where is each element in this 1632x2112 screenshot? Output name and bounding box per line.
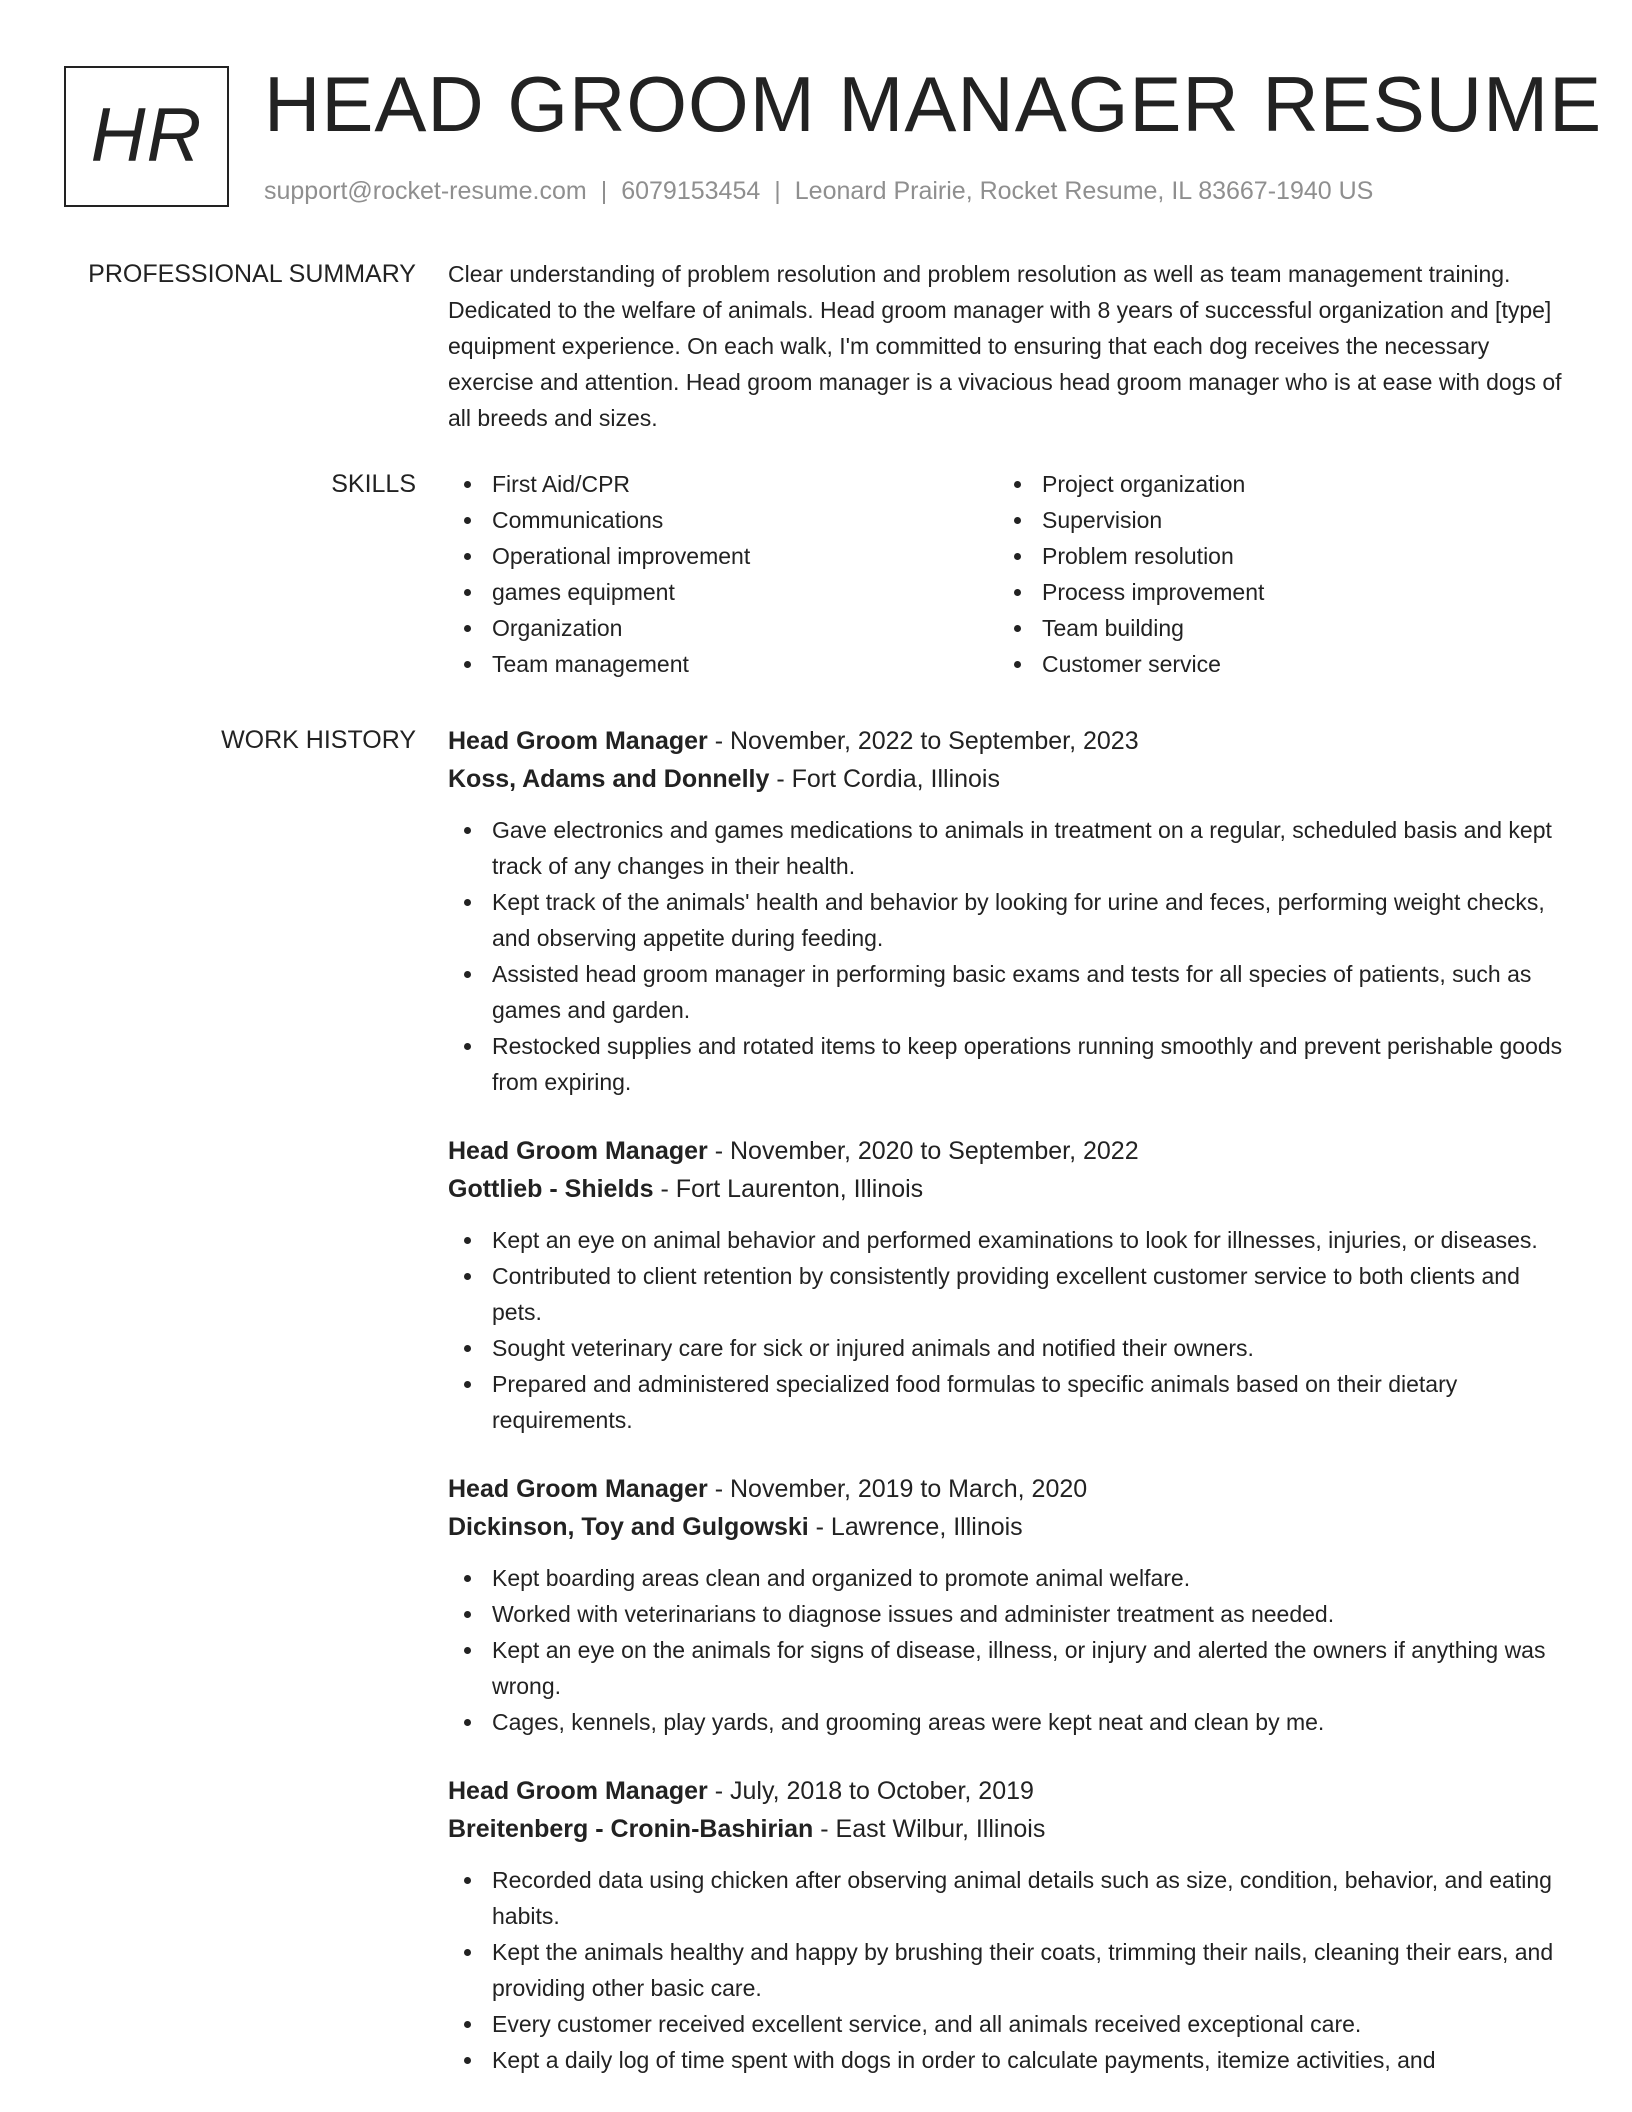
job-duties-list bbox=[448, 1222, 1568, 1438]
job-dates: - November, 2019 to March, 2020 bbox=[707, 1475, 1088, 1503]
list-item bbox=[448, 1704, 1568, 1740]
list-item bbox=[448, 1028, 1568, 1100]
skill-text: Problem resolution bbox=[1042, 543, 1234, 569]
job-company-line bbox=[448, 1810, 1568, 1848]
summary-heading: PROFESSIONAL SUMMARY bbox=[88, 260, 416, 288]
list-item bbox=[448, 1632, 1568, 1704]
list-item bbox=[448, 574, 998, 610]
list-item bbox=[998, 574, 1548, 610]
skills-list-left bbox=[448, 466, 998, 682]
bullet-icon bbox=[464, 1273, 471, 1280]
contact-line bbox=[264, 175, 1373, 207]
job-duties-list bbox=[448, 1862, 1568, 2078]
duty-text: Kept an eye on the animals for signs of disease, illness, or injury and alerted the owners if anything was wrong. bbox=[492, 1637, 1546, 1699]
job-entry bbox=[448, 1132, 1568, 1438]
monogram-box bbox=[64, 66, 229, 207]
job-company-line bbox=[448, 1170, 1568, 1208]
job-company: Koss, Adams and Donnelly bbox=[448, 765, 770, 793]
skill-text: Supervision bbox=[1042, 507, 1163, 533]
duty-text: Kept a daily log of time spent with dogs in order to calculate payments, itemize activities, and bbox=[492, 2047, 1436, 2073]
skills-column-left bbox=[448, 466, 998, 682]
job-title: Head Groom Manager bbox=[448, 1137, 708, 1165]
job-duties-list bbox=[448, 1560, 1568, 1740]
job-location: - Fort Laurenton, Illinois bbox=[653, 1175, 924, 1203]
bullet-icon bbox=[464, 1877, 471, 1884]
job-location: - East Wilbur, Illinois bbox=[813, 1815, 1046, 1843]
list-item bbox=[448, 538, 998, 574]
bullet-icon bbox=[464, 1575, 471, 1582]
bullet-icon bbox=[1014, 481, 1021, 488]
list-item bbox=[998, 646, 1548, 682]
duty-text: Contributed to client retention by consistently providing excellent customer service to both clients and pets. bbox=[492, 1263, 1520, 1325]
bullet-icon bbox=[464, 899, 471, 906]
work-history-body bbox=[448, 722, 1568, 2110]
bullet-icon bbox=[464, 481, 471, 488]
list-item bbox=[448, 466, 998, 502]
list-item bbox=[448, 884, 1568, 956]
contact-address: Leonard Prairie, Rocket Resume, IL 83667-1940 US bbox=[794, 177, 1374, 205]
bullet-icon bbox=[1014, 553, 1021, 560]
bullet-icon bbox=[1014, 625, 1021, 632]
job-company-line bbox=[448, 760, 1568, 798]
monogram-initials: HR bbox=[90, 93, 203, 178]
contact-separator: | bbox=[774, 177, 781, 205]
bullet-icon bbox=[1014, 661, 1021, 668]
skills-list-right bbox=[998, 466, 1548, 682]
skill-text: Process improvement bbox=[1042, 579, 1265, 605]
bullet-icon bbox=[464, 1381, 471, 1388]
job-duties-list bbox=[448, 812, 1568, 1100]
skill-text: Communications bbox=[492, 507, 664, 533]
bullet-icon bbox=[464, 1949, 471, 1956]
skills-column-right bbox=[998, 466, 1548, 682]
bullet-icon bbox=[464, 1237, 471, 1244]
bullet-icon bbox=[464, 1719, 471, 1726]
duty-text: Kept the animals healthy and happy by brushing their coats, trimming their nails, cleaning their ears, and providing other basic care. bbox=[492, 1939, 1554, 2001]
duty-text: Assisted head groom manager in performing basic exams and tests for all species of patients, such as games and garden. bbox=[492, 961, 1532, 1023]
duty-text: Recorded data using chicken after observing animal details such as size, condition, behavior, and eating habits. bbox=[492, 1867, 1552, 1929]
summary-body bbox=[448, 256, 1568, 436]
job-entry bbox=[448, 1470, 1568, 1740]
job-dates: - November, 2020 to September, 2022 bbox=[707, 1137, 1139, 1165]
list-item bbox=[448, 956, 1568, 1028]
duty-text: Kept track of the animals' health and behavior by looking for urine and feces, performing weight checks, and observing appetite during feeding. bbox=[492, 889, 1545, 951]
duty-text: Worked with veterinarians to diagnose issues and administer treatment as needed. bbox=[492, 1601, 1335, 1627]
job-title: Head Groom Manager bbox=[448, 727, 708, 755]
list-item bbox=[448, 1560, 1568, 1596]
duty-text: Cages, kennels, play yards, and grooming areas were kept neat and clean by me. bbox=[492, 1709, 1325, 1735]
duty-text: Kept an eye on animal behavior and performed examinations to look for illnesses, injuries, or diseases. bbox=[492, 1227, 1538, 1253]
resume-title: HEAD GROOM MANAGER RESUME bbox=[264, 60, 1603, 148]
list-item bbox=[448, 1330, 1568, 1366]
bullet-icon bbox=[464, 971, 471, 978]
job-location: - Lawrence, Illinois bbox=[808, 1513, 1023, 1541]
list-item bbox=[448, 812, 1568, 884]
skill-text: First Aid/CPR bbox=[492, 471, 631, 497]
job-title-line bbox=[448, 1132, 1568, 1170]
list-item bbox=[448, 1222, 1568, 1258]
list-item bbox=[448, 1596, 1568, 1632]
duty-text: Gave electronics and games medications to animals in treatment on a regular, scheduled basis and kept track of any changes in their health. bbox=[492, 817, 1552, 879]
list-item bbox=[998, 538, 1548, 574]
summary-text: Clear understanding of problem resolution and problem resolution as well as team management training. Dedicated to the welfare of animals. Head groom manager with 8 years of successful organization and [type] equipment experience. On each walk, I'm committed to ensuring that each dog receives the necessary exercise and attention. Head groom manager is a vivacious head groom manager who is at ease with dogs of all breeds and sizes. bbox=[448, 261, 1562, 431]
skill-text: Customer service bbox=[1042, 651, 1221, 677]
job-company: Breitenberg - Cronin-Bashirian bbox=[448, 1815, 814, 1843]
skill-text: Team building bbox=[1042, 615, 1184, 641]
job-location: - Fort Cordia, Illinois bbox=[769, 765, 1000, 793]
list-item bbox=[998, 610, 1548, 646]
work-history-heading: WORK HISTORY bbox=[221, 726, 416, 754]
skill-text: Project organization bbox=[1042, 471, 1246, 497]
job-title-line bbox=[448, 1470, 1568, 1508]
contact-phone: 6079153454 bbox=[621, 177, 761, 205]
job-title: Head Groom Manager bbox=[448, 1475, 708, 1503]
job-title: Head Groom Manager bbox=[448, 1777, 708, 1805]
bullet-icon bbox=[464, 1611, 471, 1618]
bullet-icon bbox=[464, 625, 471, 632]
duty-text: Sought veterinary care for sick or injured animals and notified their owners. bbox=[492, 1335, 1254, 1361]
list-item bbox=[448, 1862, 1568, 1934]
bullet-icon bbox=[464, 2021, 471, 2028]
list-item bbox=[448, 2042, 1568, 2078]
list-item bbox=[448, 646, 998, 682]
contact-email: support@rocket-resume.com bbox=[264, 177, 587, 205]
list-item bbox=[448, 2006, 1568, 2042]
skill-text: games equipment bbox=[492, 579, 675, 605]
skills-heading: SKILLS bbox=[331, 470, 416, 498]
list-item bbox=[448, 502, 998, 538]
list-item bbox=[448, 1258, 1568, 1330]
bullet-icon bbox=[1014, 517, 1021, 524]
bullet-icon bbox=[1014, 589, 1021, 596]
job-dates: - November, 2022 to September, 2023 bbox=[707, 727, 1139, 755]
skill-text: Organization bbox=[492, 615, 623, 641]
duty-text: Prepared and administered specialized food formulas to specific animals based on their dietary requirements. bbox=[492, 1371, 1458, 1433]
list-item bbox=[448, 1366, 1568, 1438]
job-entry bbox=[448, 1772, 1568, 2078]
bullet-icon bbox=[464, 1647, 471, 1654]
skill-text: Team management bbox=[492, 651, 689, 677]
job-title-line bbox=[448, 1772, 1568, 1810]
job-dates: - July, 2018 to October, 2019 bbox=[707, 1777, 1034, 1805]
contact-separator: | bbox=[600, 177, 608, 205]
job-company-line bbox=[448, 1508, 1568, 1546]
job-company: Dickinson, Toy and Gulgowski bbox=[448, 1513, 809, 1541]
skills-body bbox=[448, 466, 1568, 682]
bullet-icon bbox=[464, 1043, 471, 1050]
bullet-icon bbox=[464, 661, 471, 668]
bullet-icon bbox=[464, 517, 471, 524]
bullet-icon bbox=[464, 553, 471, 560]
bullet-icon bbox=[464, 1345, 471, 1352]
list-item bbox=[998, 502, 1548, 538]
bullet-icon bbox=[464, 589, 471, 596]
skill-text: Operational improvement bbox=[492, 543, 751, 569]
job-company: Gottlieb - Shields bbox=[448, 1175, 654, 1203]
list-item bbox=[998, 466, 1548, 502]
duty-text: Every customer received excellent service, and all animals received exceptional care. bbox=[492, 2011, 1362, 2037]
duty-text: Kept boarding areas clean and organized to promote animal welfare. bbox=[492, 1565, 1191, 1591]
bullet-icon bbox=[464, 827, 471, 834]
skills-columns bbox=[448, 466, 1568, 682]
job-title-line bbox=[448, 722, 1568, 760]
job-entry bbox=[448, 722, 1568, 1100]
bullet-icon bbox=[464, 2057, 471, 2064]
list-item bbox=[448, 610, 998, 646]
duty-text: Restocked supplies and rotated items to keep operations running smoothly and prevent perishable goods from expiring. bbox=[492, 1033, 1563, 1095]
list-item bbox=[448, 1934, 1568, 2006]
